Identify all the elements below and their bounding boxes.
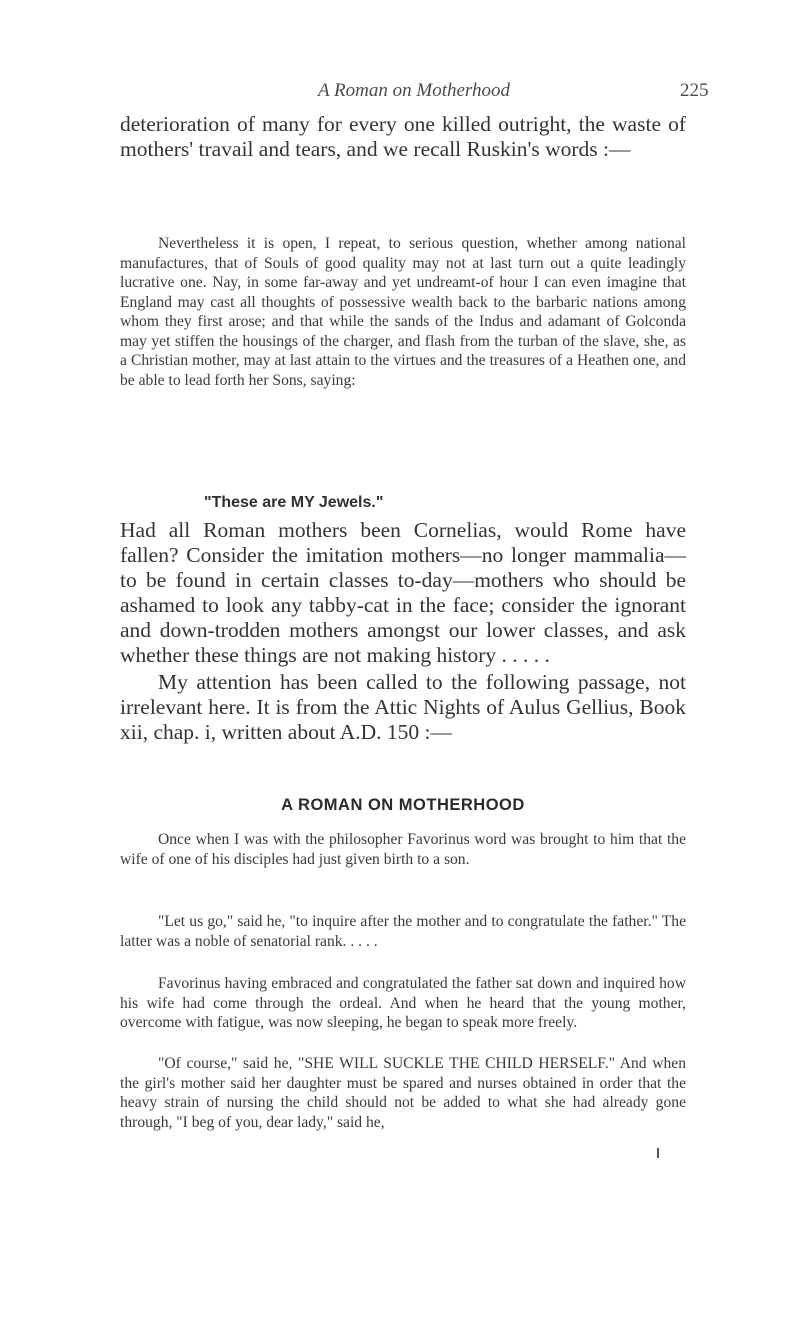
page-number: 225 xyxy=(680,80,709,101)
excerpt-paragraph-1: Once when I was with the philosopher Favorinus word was brought to him that the wife of one of his disciples had just given birth to a son. xyxy=(120,831,686,868)
paragraph-attention: My attention has been called to the following passage, not irrelevant here. It is from the Attic Nights of Aulus Gellius, Book xii, chap. i, written about A.D. 150 :— xyxy=(120,670,686,744)
ruskin-quote: Nevertheless it is open, I repeat, to serious question, whether among national manufactures, that of Souls of good quality may not at last turn out a quite leadingly lucrative one. Nay, in some far-away and yet undreamt-of hour I can even imagine that England may cast all thoughts of possessive wealth back to the barbaric nations among whom they first arose; and that while the sands of the Indus and adamant of Golconda may yet stiffen the housings of the charger, and flash from the turban of the slave, she, as a Christian mother, may at last attain to the virtues and the treasures of a Heathen one, and be able to lead forth her Sons, saying: xyxy=(120,235,686,389)
excerpt-paragraph-3: Favorinus having embraced and congratulated the father sat down and inquired how his wife had come through the ordeal. And when he heard that the young mother, overcome with fatigue, was now sleeping, he began to speak more freely. xyxy=(120,975,686,1031)
running-title: A Roman on Motherhood xyxy=(318,80,510,101)
paragraph-cornelias: Had all Roman mothers been Cornelias, would Rome have fallen? Consider the imitation mothers—no longer mammalia—to be found in certain classes to-day—mothers who should be ashamed to look any tabby-cat in the face; consider the ignorant and down-trodden mothers amongst our lower classes, and ask whether these things are not making history . . . . . xyxy=(120,518,686,667)
jewels-line: "These are MY Jewels." xyxy=(204,494,384,511)
signature-mark xyxy=(657,1148,659,1158)
section-heading: A ROMAN ON MOTHERHOOD xyxy=(281,796,525,814)
excerpt-paragraph-4: "Of course," said he, "SHE WILL SUCKLE THE CHILD HERSELF." And when the girl's mother said her daughter must be spared and nurses obtained in order that the heavy strain of nursing the child should not be added to what she had already gone through, "I beg of you, dear lady," said he, xyxy=(120,1055,686,1131)
excerpt-paragraph-2: "Let us go," said he, "to inquire after the mother and to congratulate the father." The latter was a noble of senatorial rank. . . . . xyxy=(120,913,686,950)
paragraph-intro: deterioration of many for every one killed outright, the waste of mothers' travail and tears, and we recall Ruskin's words :— xyxy=(120,112,686,161)
